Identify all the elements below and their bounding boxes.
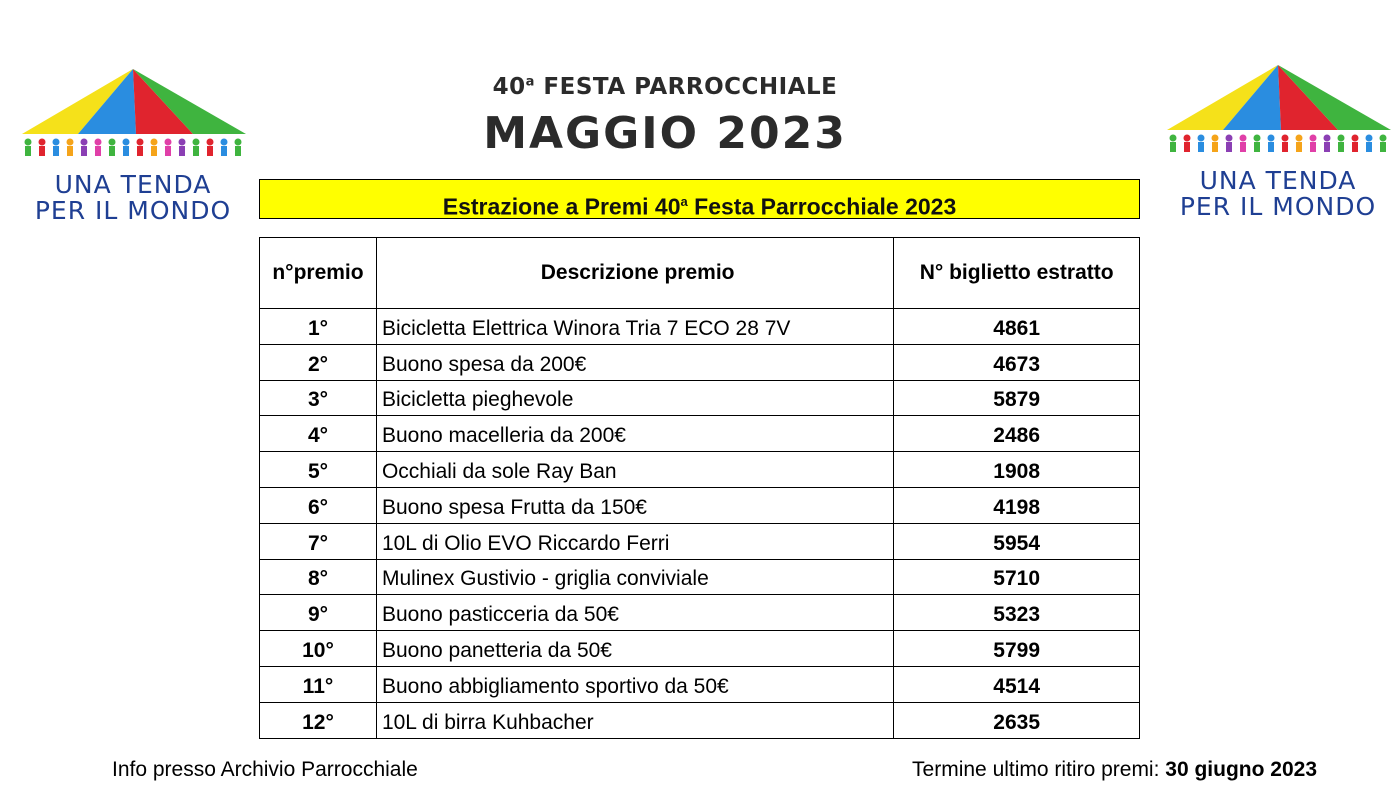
tent-icon <box>1163 60 1393 168</box>
prize-number: 5° <box>260 452 377 488</box>
ticket-number: 4861 <box>894 309 1140 345</box>
table-header-row <box>260 238 1140 309</box>
table-row <box>260 702 1140 738</box>
prize-description: Buono spesa da 200€ <box>376 344 893 380</box>
table-row <box>260 523 1140 559</box>
logo-right <box>1163 60 1393 230</box>
table-row <box>260 595 1140 631</box>
table-row <box>260 344 1140 380</box>
header-description: Descrizione premio <box>376 238 893 309</box>
table-row <box>260 666 1140 702</box>
table-row <box>260 559 1140 595</box>
logo-text-line2: PER IL MONDO <box>1179 192 1377 221</box>
tent-icon <box>18 64 248 172</box>
prize-description: Bicicletta Elettrica Winora Tria 7 ECO 28 7V <box>376 309 893 345</box>
footer-deadline <box>912 758 1317 782</box>
table-row <box>260 416 1140 452</box>
banner-rest: Festa Parrocchiale 2023 <box>687 193 957 220</box>
logo-text-line1: UNA TENDA <box>1199 166 1357 195</box>
prize-description: 10L di Olio EVO Riccardo Ferri <box>376 523 893 559</box>
logo-left <box>18 64 248 234</box>
ticket-number: 1908 <box>894 452 1140 488</box>
ticket-number: 2635 <box>894 702 1140 738</box>
prize-number: 9° <box>260 595 377 631</box>
ticket-number: 5323 <box>894 595 1140 631</box>
prize-number: 8° <box>260 559 377 595</box>
prize-description: Buono macelleria da 200€ <box>376 416 893 452</box>
ticket-number: 2486 <box>894 416 1140 452</box>
banner-suffix-sup: a <box>680 194 688 209</box>
table-row <box>260 380 1140 416</box>
people-row-icon <box>25 139 242 157</box>
prize-description: Buono abbigliamento sportivo da 50€ <box>376 666 893 702</box>
prize-table <box>259 237 1140 739</box>
festa-month-year: MAGGIO 2023 <box>483 108 847 159</box>
festa-label: FESTA PARROCCHIALE <box>543 74 838 100</box>
banner-prefix: Estrazione a Premi 40 <box>442 193 681 220</box>
prize-number: 11° <box>260 666 377 702</box>
prize-description: Buono panetteria da 50€ <box>376 631 893 667</box>
table-row <box>260 631 1140 667</box>
edition-number: 40 <box>492 74 526 100</box>
festa-title <box>440 74 890 100</box>
ticket-number: 5954 <box>894 523 1140 559</box>
prize-description: Mulinex Gustivio - griglia conviviale <box>376 559 893 595</box>
ticket-number: 4514 <box>894 666 1140 702</box>
prize-number: 3° <box>260 380 377 416</box>
prize-number: 2° <box>260 344 377 380</box>
ticket-number: 5799 <box>894 631 1140 667</box>
header-prize-number: n°premio <box>260 238 377 309</box>
ticket-number: 4673 <box>894 344 1140 380</box>
prize-description: 10L di birra Kuhbacher <box>376 702 893 738</box>
people-row-icon <box>1170 135 1387 153</box>
raffle-banner <box>259 179 1140 219</box>
prize-number: 7° <box>260 523 377 559</box>
table-row <box>260 487 1140 523</box>
prize-description: Bicicletta pieghevole <box>376 380 893 416</box>
footer-info: Info presso Archivio Parrocchiale <box>112 758 418 781</box>
table-row <box>260 452 1140 488</box>
prize-description: Buono spesa Frutta da 150€ <box>376 487 893 523</box>
prize-description: Occhiali da sole Ray Ban <box>376 452 893 488</box>
prize-number: 10° <box>260 631 377 667</box>
prize-number: 1° <box>260 309 377 345</box>
deadline-date: 30 giugno 2023 <box>1165 758 1317 781</box>
ticket-number: 4198 <box>894 487 1140 523</box>
ticket-number: 5879 <box>894 380 1140 416</box>
logo-text-line1: UNA TENDA <box>54 170 212 199</box>
ticket-number: 5710 <box>894 559 1140 595</box>
table-row <box>260 309 1140 345</box>
prize-number: 4° <box>260 416 377 452</box>
header-ticket: N° biglietto estratto <box>894 238 1140 309</box>
edition-suffix: a <box>525 74 535 90</box>
deadline-label: Termine ultimo ritiro premi: <box>912 758 1166 781</box>
logo-text-line2: PER IL MONDO <box>34 196 232 225</box>
prize-number: 6° <box>260 487 377 523</box>
prize-number: 12° <box>260 702 377 738</box>
prize-description: Buono pasticceria da 50€ <box>376 595 893 631</box>
